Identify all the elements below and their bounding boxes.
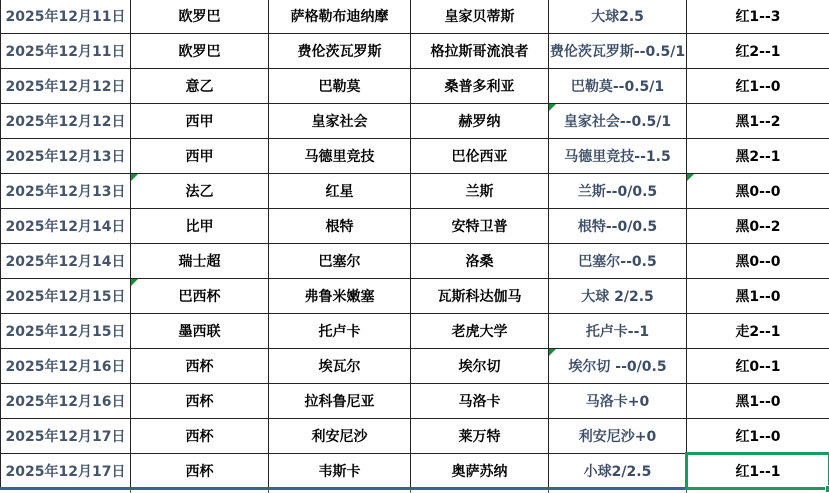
cell-date[interactable]: 2025年12月12日 <box>1 68 131 103</box>
cell-home-team[interactable]: 拉科鲁尼亚 <box>269 383 411 418</box>
cell-league[interactable]: 西杯 <box>131 383 269 418</box>
cell-handicap[interactable]: 马德里竞技--1.5 <box>549 138 687 173</box>
cell-result[interactable]: 黑0--0 <box>687 243 829 278</box>
cell-result[interactable]: 红2--1 <box>687 33 829 68</box>
table-row <box>1 173 829 208</box>
cell-league[interactable]: 西甲 <box>131 138 269 173</box>
cell-home-team[interactable]: 巴塞尔 <box>269 243 411 278</box>
cell-date[interactable]: 2025年12月12日 <box>1 103 131 138</box>
cell-league[interactable]: 西甲 <box>131 103 269 138</box>
cell-result[interactable]: 红1--3 <box>687 0 829 33</box>
cell-result[interactable]: 黑1--0 <box>687 383 829 418</box>
cell-date[interactable]: 2025年12月15日 <box>1 313 131 348</box>
cell-home-team[interactable]: 巴勒莫 <box>269 68 411 103</box>
cell-handicap[interactable]: 马洛卡+0 <box>549 383 687 418</box>
gridline-stub <box>130 488 131 493</box>
cell-away-team[interactable]: 洛桑 <box>411 243 549 278</box>
gridline-stub <box>410 488 411 493</box>
cell-away-team[interactable]: 赫罗纳 <box>411 103 549 138</box>
cell-date[interactable]: 2025年12月17日 <box>1 418 131 453</box>
cell-home-team[interactable]: 根特 <box>269 208 411 243</box>
cell-handicap[interactable]: 兰斯--0/0.5 <box>549 173 687 208</box>
table-row <box>1 103 829 138</box>
cell-result[interactable]: 走2--1 <box>687 313 829 348</box>
table-row <box>1 453 829 488</box>
cell-league[interactable]: 意乙 <box>131 68 269 103</box>
cell-league[interactable]: 比甲 <box>131 208 269 243</box>
cell-away-team[interactable]: 兰斯 <box>411 173 549 208</box>
cell-handicap[interactable]: 大球2.5 <box>549 0 687 33</box>
cell-league[interactable]: 墨西联 <box>131 313 269 348</box>
cell-away-team[interactable]: 安特卫普 <box>411 208 549 243</box>
cell-league[interactable]: 西杯 <box>131 348 269 383</box>
cell-away-team[interactable]: 格拉斯哥流浪者 <box>411 33 549 68</box>
cell-date[interactable]: 2025年12月14日 <box>1 208 131 243</box>
cell-handicap[interactable]: 利安尼沙+0 <box>549 418 687 453</box>
cell-date[interactable]: 2025年12月13日 <box>1 173 131 208</box>
table-row <box>1 243 829 278</box>
table-row <box>1 138 829 173</box>
cell-handicap[interactable]: 根特--0/0.5 <box>549 208 687 243</box>
cell-result[interactable]: 黑1--0 <box>687 278 829 313</box>
cell-away-team[interactable]: 瓦斯科达伽马 <box>411 278 549 313</box>
cell-result[interactable]: 黑0--2 <box>687 208 829 243</box>
cell-handicap[interactable]: 小球2/2.5 <box>549 453 687 488</box>
cell-result[interactable]: 红1--0 <box>687 418 829 453</box>
cell-home-team[interactable]: 红星 <box>269 173 411 208</box>
cell-home-team[interactable]: 皇家社会 <box>269 103 411 138</box>
cell-league[interactable]: 西杯 <box>131 453 269 488</box>
cell-date[interactable]: 2025年12月16日 <box>1 348 131 383</box>
cell-result[interactable]: 红0--1 <box>687 348 829 383</box>
cell-home-team[interactable]: 利安尼沙 <box>269 418 411 453</box>
table-row <box>1 348 829 383</box>
cell-handicap[interactable]: 托卢卡--1 <box>549 313 687 348</box>
table-row <box>1 33 829 68</box>
gridline-stub <box>268 488 269 493</box>
cell-date[interactable]: 2025年12月11日 <box>1 33 131 68</box>
cell-date[interactable]: 2025年12月15日 <box>1 278 131 313</box>
cell-league[interactable]: 西杯 <box>131 418 269 453</box>
table-row <box>1 418 829 453</box>
cell-handicap[interactable]: 大球 2/2.5 <box>549 278 687 313</box>
cell-home-team[interactable]: 埃瓦尔 <box>269 348 411 383</box>
gridline-stub <box>548 488 549 493</box>
cell-result selected-cell[interactable]: 红1--1 <box>687 453 829 488</box>
cell-result[interactable]: 黑2--1 <box>687 138 829 173</box>
cell-handicap[interactable]: 埃尔切 --0/0.5 <box>549 348 687 383</box>
table-row <box>1 278 829 313</box>
table-row <box>1 208 829 243</box>
table-row <box>1 313 829 348</box>
cell-handicap[interactable]: 费伦茨瓦罗斯--0.5/1 <box>549 33 687 68</box>
cell-home-team[interactable]: 马德里竞技 <box>269 138 411 173</box>
selection-fill-handle[interactable] <box>825 485 829 493</box>
cell-home-team[interactable]: 弗鲁米嫩塞 <box>269 278 411 313</box>
results-table-body <box>1 0 829 488</box>
cell-date[interactable]: 2025年12月14日 <box>1 243 131 278</box>
cell-league[interactable]: 欧罗巴 <box>131 33 269 68</box>
cell-date[interactable]: 2025年12月13日 <box>1 138 131 173</box>
cell-away-team[interactable]: 桑普多利亚 <box>411 68 549 103</box>
cell-away-team[interactable]: 埃尔切 <box>411 348 549 383</box>
cell-league[interactable]: 瑞士超 <box>131 243 269 278</box>
cell-away-team[interactable]: 莱万特 <box>411 418 549 453</box>
cell-date[interactable]: 2025年12月16日 <box>1 383 131 418</box>
cell-league[interactable]: 法乙 <box>131 173 269 208</box>
cell-home-team[interactable]: 托卢卡 <box>269 313 411 348</box>
gridline-stub <box>686 488 687 493</box>
cell-home-team[interactable]: 萨格勒布迪纳摩 <box>269 0 411 33</box>
table-row <box>1 383 829 418</box>
cell-date[interactable]: 2025年12月17日 <box>1 453 131 488</box>
cell-away-team[interactable]: 皇家贝蒂斯 <box>411 0 549 33</box>
cell-result[interactable]: 黑1--2 <box>687 103 829 138</box>
cell-result[interactable]: 红1--0 <box>687 68 829 103</box>
cell-handicap[interactable]: 巴勒莫--0.5/1 <box>549 68 687 103</box>
cell-handicap[interactable]: 巴塞尔--0.5 <box>549 243 687 278</box>
cell-home-team[interactable]: 韦斯卡 <box>269 453 411 488</box>
cell-home-team[interactable]: 费伦茨瓦罗斯 <box>269 33 411 68</box>
cell-handicap[interactable]: 皇家社会--0.5/1 <box>549 103 687 138</box>
cell-league[interactable]: 欧罗巴 <box>131 0 269 33</box>
cell-date[interactable]: 2025年12月11日 <box>1 0 131 33</box>
cell-away-team[interactable]: 老虎大学 <box>411 313 549 348</box>
cell-away-team[interactable]: 巴伦西亚 <box>411 138 549 173</box>
table-row <box>1 0 829 33</box>
cell-league[interactable]: 巴西杯 <box>131 278 269 313</box>
cell-away-team[interactable]: 马洛卡 <box>411 383 549 418</box>
table-row <box>1 68 829 103</box>
sheet-bottom-border <box>0 487 687 490</box>
cell-result[interactable]: 黑0--0 <box>687 173 829 208</box>
cell-away-team[interactable]: 奥萨苏纳 <box>411 453 549 488</box>
